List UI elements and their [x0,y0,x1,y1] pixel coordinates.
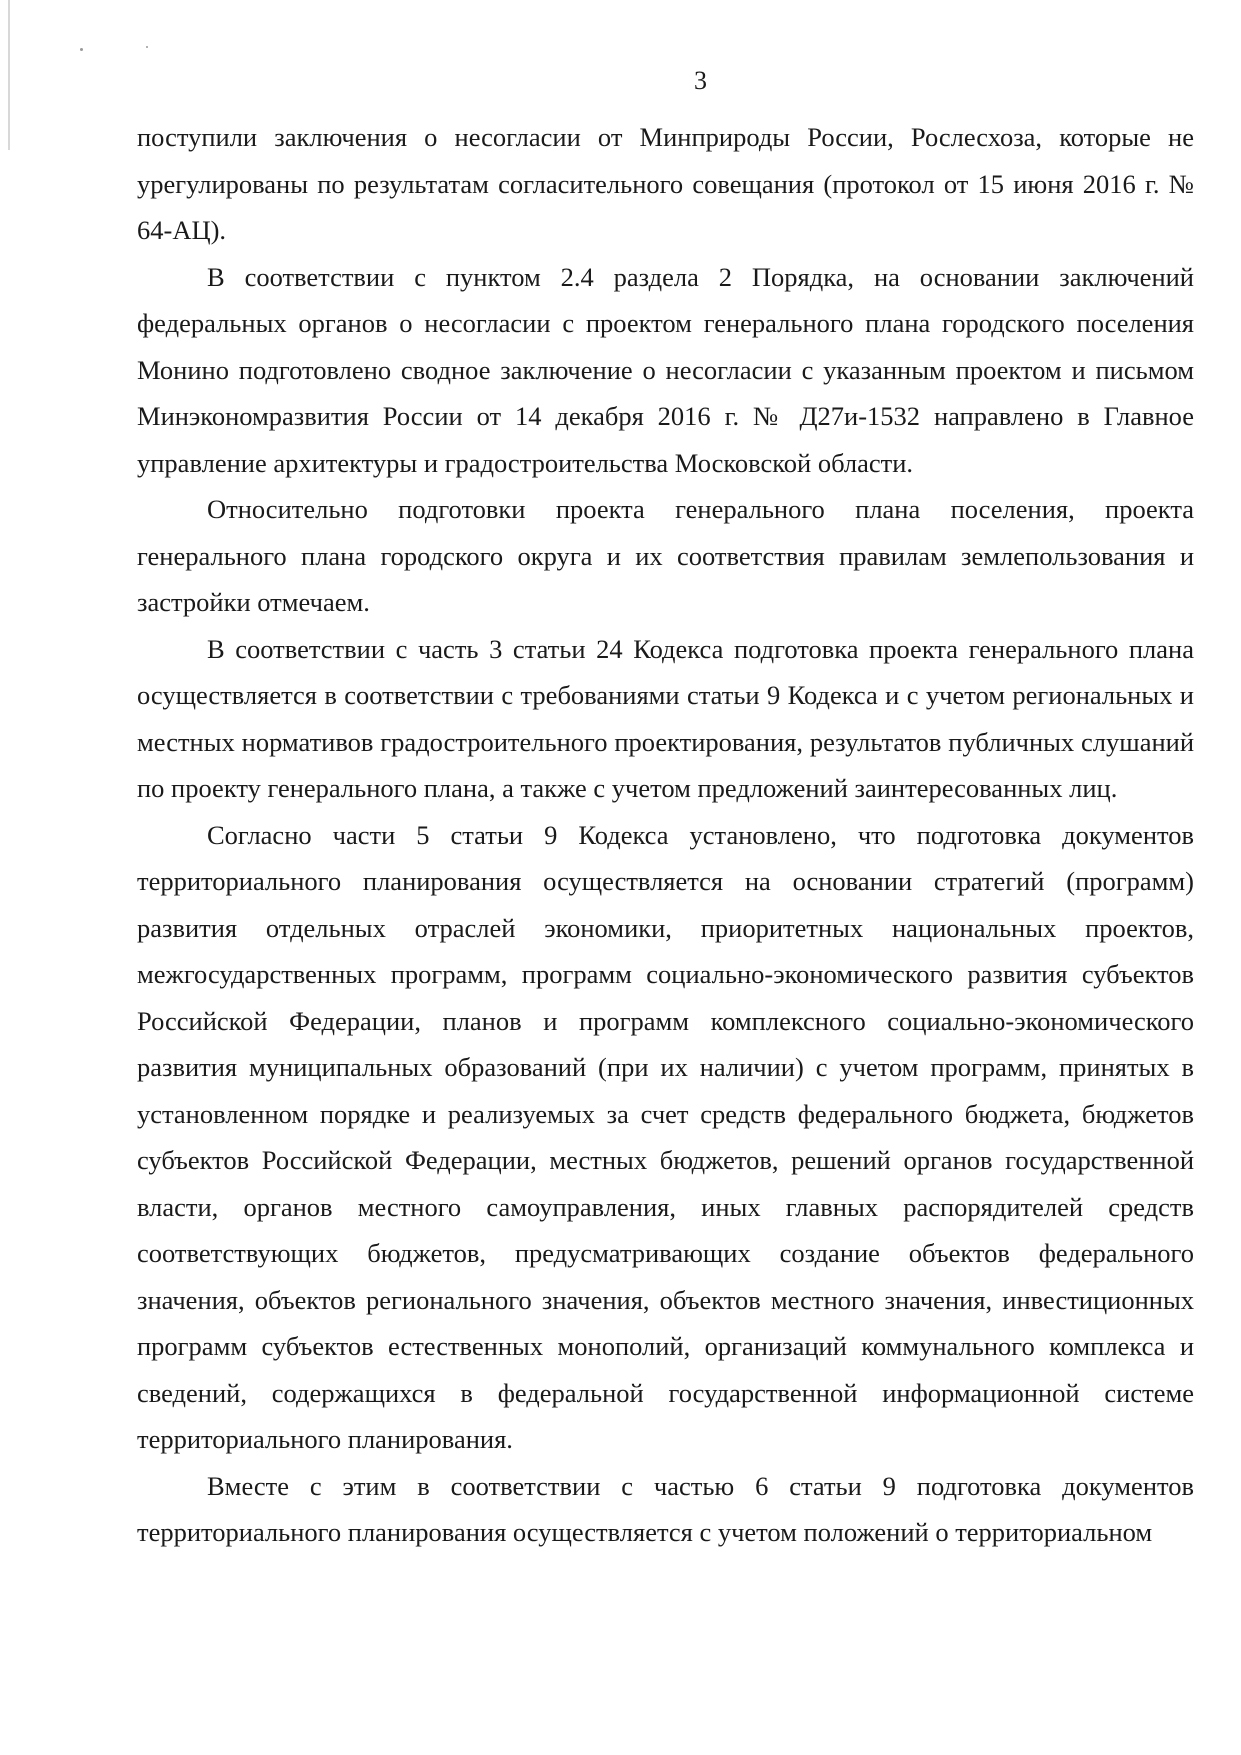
document-body [137,114,1194,1556]
paragraph-general-plan-preparation: Относительно подготовки проекта генерального плана поселения, проекта генерального плана городского округа и их соответствия правилам землепользования и застройки отмечаем. [137,494,1194,617]
scan-speck [80,48,83,51]
page-number: 3 [694,66,707,95]
scan-speck [146,46,148,48]
paragraph-continuation: поступили заключения о несогласии от Минприроды России, Рослесхоза, которые не урегулированы по результатам согласительного совещания (протокол от 15 июня 2016 г. № 64-АЦ). [137,122,1194,245]
paragraph-article-24-part-3: В соответствии с часть 3 статьи 24 Кодекса подготовка проекта генерального плана осуществляется в соответствии с требованиями статьи 9 Кодекса и с учетом региональных и местных нормативов градостроительного проектирования, результатов публичных слушаний по проекту генерального плана, а также с учетом предложений заинтересованных лиц. [137,633,1194,803]
paragraph-article-9-part-6: Вместе с этим в соответствии с частью 6 статьи 9 подготовка документов территориального планирования осуществляется с учетом положений о территориальном [137,1470,1194,1547]
paragraph-article-9-part-5: Согласно части 5 статьи 9 Кодекса установлено, что подготовка документов территориального планирования осуществляется на основании стратегий (программ) развития отдельных отраслей экономики, приоритетных национальных проектов, межгосударственных программ, программ социально-экономического развития субъектов Российской Федерации, планов и программ комплексного социально-экономического развития муниципальных образований (при их наличии) с учетом программ, принятых в установленном порядке и реализуемых за счет средств федерального бюджета, бюджетов субъектов Российской Федерации, местных бюджетов, решений органов государственной власти, органов местного самоуправления, иных главных распорядителей средств соответствующих бюджетов, предусматривающих создание объектов федерального значения, объектов регионального значения, объектов местного значения, инвестиционных программ субъектов естественных монополий, организаций коммунального комплекса и сведений, содержащихся в федеральной государственной информационной системе территориального планирования. [137,819,1194,1454]
paragraph-section-2-4: В соответствии с пунктом 2.4 раздела 2 Порядка, на основании заключений федеральных органов о несогласии с проектом генерального плана городского поселения Монино подготовлено сводное заключение о несогласии с указанным проектом и письмом Минэкономразвития России от 14 декабря 2016 г. № Д27и-1532 направлено в Главное управление архитектуры и градостроительства Московской области. [137,261,1194,478]
